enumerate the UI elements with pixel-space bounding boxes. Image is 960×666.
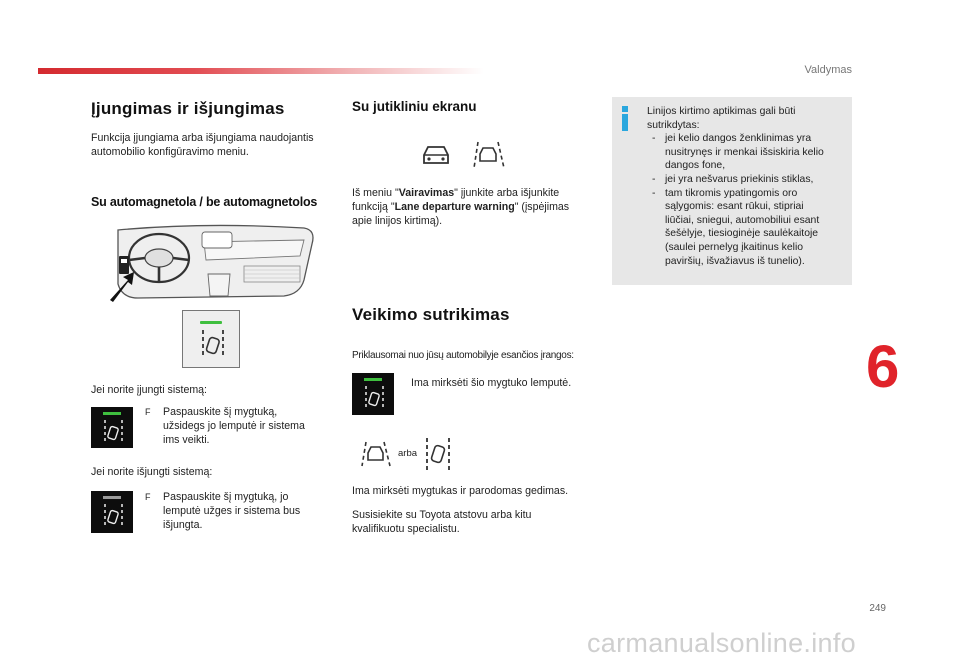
info-item-1: - jei kelio dangos ženklinimas yra nusitrynęs ir menkai išsiskiria kelio dangos fone,: [652, 133, 824, 172]
lane-departure-icon: [103, 503, 125, 529]
item-dash: -: [652, 187, 656, 199]
green-lamp: [200, 321, 222, 324]
blink-lamp-text: Ima mirksėti šio mygtuko lemputė.: [411, 377, 572, 389]
header-accent-bar: [38, 68, 484, 74]
lane-departure-icon: [103, 419, 125, 445]
intro-line-1: Funkcija įjungiama arba išjungiama naudojantis: [91, 132, 314, 144]
info-icon-dot: [622, 106, 628, 112]
lane-button-on: [91, 407, 133, 448]
heading-touchscreen: Su jutikliniu ekranu: [352, 99, 477, 114]
section-title: Valdymas: [804, 64, 852, 76]
green-lamp: [364, 378, 382, 381]
lane-departure-warning-icon: [360, 440, 392, 468]
contact-line-2: kvalifikuotu specialistu.: [352, 523, 460, 535]
info-line-1: Linijos kirtimo aptikimas gali būti: [647, 106, 796, 117]
chapter-number: 6: [866, 333, 900, 400]
menu-instruction-line-1: Iš meniu "Vairavimas" įjunkite arba išjunkite: [352, 187, 560, 199]
menu-driving-term: Vairavimas: [398, 187, 455, 199]
lane-departure-icon: [364, 385, 386, 411]
info-line-2: sutrikdytas:: [647, 119, 700, 131]
blink-button-text: Ima mirksėti mygtukas ir parodomas gedimas.: [352, 485, 569, 497]
or-label: arba: [398, 448, 418, 459]
info-item-3: - tam tikromis ypatingomis oro sąlygomis: esant rūkui, stipriai liūčiai, sniegui, automobiliui esant šešėlyje, tiesioginėje saulėkaitoje (saulei pernelyg įkaitinus kelio paviršių, išvažiavus iš tunelio).: [652, 187, 820, 267]
disable-line-1: Paspauskite šį mygtuką, jo: [163, 491, 289, 503]
watermark: carmanualsonline.info: [587, 628, 856, 658]
disable-instruction: [145, 490, 325, 532]
equipment-note: Priklausomai nuo jūsų automobilyje esančios įrangos:: [352, 350, 574, 361]
lane-button-blinking: [352, 373, 394, 415]
enable-label: Jei norite įjungti sistemą:: [91, 384, 207, 396]
subheading-radio: Su automagnetola / be automagnetolos: [91, 195, 318, 209]
contact-line-1: Susisiekite su Toyota atstovu arba kitu: [352, 509, 532, 521]
lane-departure-icon: [201, 328, 227, 360]
intro-line-2: automobilio konfigūravimo meniu.: [91, 146, 249, 158]
grey-lamp: [103, 496, 121, 499]
disable-line-2: lemputė užges ir sistema bus: [163, 505, 301, 517]
car-icon: [420, 143, 452, 167]
menu-instruction-line-2: funkciją "Lane departure warning" (įspėjimas: [352, 201, 570, 213]
dashboard-illustration: [104, 222, 318, 304]
heading-enable-disable: Įjungimas ir išjungimas: [91, 99, 285, 118]
lane-button-large: [182, 310, 240, 368]
item-dash: -: [652, 133, 656, 145]
lane-departure-warning-icon: [472, 140, 506, 170]
enable-line-2: užsidegs jo lemputė ir sistema: [163, 420, 305, 432]
page-number: 249: [869, 603, 886, 614]
disable-line-3: išjungta.: [163, 519, 203, 531]
info-item-2: - jei yra nešvarus priekinis stiklas,: [652, 173, 814, 185]
green-lamp: [103, 412, 121, 415]
lane-departure-icon: [425, 437, 453, 471]
item-dash: -: [652, 173, 656, 185]
menu-instruction-line-3: apie linijos kirtimą).: [352, 215, 443, 227]
info-icon: [622, 114, 628, 131]
info-text: [647, 105, 847, 268]
lane-button-off: [91, 491, 133, 533]
menu-ldw-term: Lane departure warning: [394, 201, 515, 213]
enable-line-3: ims veikti.: [163, 434, 210, 446]
disable-label: Jei norite išjungti sistemą:: [91, 466, 213, 478]
bullet-arrow: F: [145, 492, 151, 502]
enable-line-1: Paspauskite šį mygtuką,: [163, 406, 278, 418]
bullet-arrow: F: [145, 407, 151, 417]
info-box: [612, 97, 852, 285]
heading-malfunction: Veikimo sutrikimas: [352, 305, 510, 324]
enable-instruction: [145, 405, 325, 447]
